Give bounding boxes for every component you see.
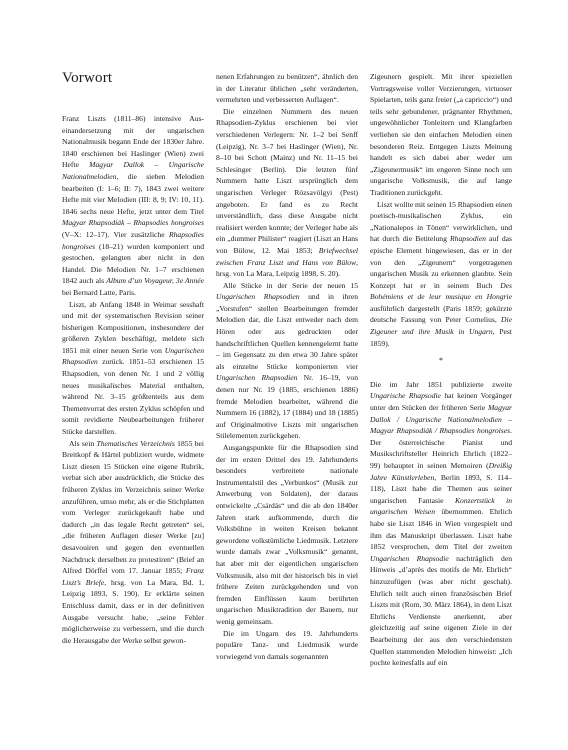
text-run: Liszt wollte mit seinen 15 Rhapsodien einen poetisch-musikalischen Zyklus, ein „Nationalepos in Tönen“ verwirklichen, und hat durch die Betitelung — [370, 199, 512, 244]
paragraph — [370, 379, 512, 669]
text-run: ausführlich dargestellt (Paris 1859; gekürzte deutsche Fassung von Peter Cornelius, — [370, 303, 512, 325]
paragraph — [216, 280, 358, 442]
column-right-bottom — [370, 379, 512, 669]
text-run: zurück. 1851–53 erschienen 15 Rhapsodien, von denen Nr. 1 und 2 völlig neues musikalisches Material enthalten, während Nr. 3–15 größtenteils aus dem Themenvorrat des ersten Zyklus schöpfen und somit revidierte Neubearbeitungen früherer Stücke darstellen. — [62, 357, 204, 437]
italic-text: Ungarischen Rhapsodien — [216, 373, 298, 383]
column-right-top — [370, 71, 512, 349]
italic-text: Rhapsodies hongroises — [62, 229, 204, 251]
text-run: (V–X: 12–17). Vier zusätzliche — [62, 229, 169, 239]
italic-text: Franz Liszt’s Briefe — [62, 566, 204, 587]
text-run: bei Bernard Latte, Paris. — [62, 287, 137, 297]
italic-text: Ungarischen Rhapsodien — [62, 345, 204, 367]
italic-text: Des Bohémiens et de leur musique en Hongrie — [370, 280, 512, 302]
text-run: Die einzelnen Nummern des neuen Rhapsodien-Zyklus erschienen bei vier verschiedenen Verlegern: Nr. 1–2 bei Senff (Leipzig), Nr. 3–7 bei Haslinger (Wien), Nr. 8–10 bei Schott (Mainz) und Nr. 11–15 bei Schlesinger (Berlin). Die letzten fünf Nummern hatte Liszt ursprünglich dem ungarischen Verleger Rózsavölgyi (Pest) angeboten. Er fand es zu Recht unverständlich, dass diese Ausgabe nicht realisiert werden konnte; der Verleger habe als ein „dummer Philister“ reagiert (Liszt an Hans von Bülow, 12. Mai 1853; — [216, 106, 358, 255]
italic-text: Dreißig Jahre Künstlerleben — [370, 461, 512, 482]
paragraph — [370, 71, 512, 199]
italic-text: Ungarischen Rhapsodien — [216, 292, 300, 302]
text-run: . Der österreichische Pianist und Musikschriftsteller Heinrich Ehrlich (1822–99) behauptet in seinen Memoiren ( — [370, 426, 512, 470]
text-run: nenen Erfahrungen zu benützen“, ähnlich den in der Literatur üblichen „sehr veränderten, vermehrten und verbesserten Auflagen“. — [216, 72, 358, 105]
column-right — [370, 71, 512, 669]
paragraph — [216, 628, 358, 663]
text-run: , hrsg. von La Mara, Bd. 1, Leipzig 1893, S. 190). Er erklärte seinen Entschluss damit, dass er in der definitiven Ausgabe versucht habe, „seine Fehler möglicherweise zu verbessern, und die durch die Herausgabe der Werke selbst gewon- — [62, 577, 204, 645]
section-divider-asterisk: * — [439, 356, 443, 366]
text-run: Liszt, ab Anfang 1848 in Weimar sesshaft und mit der systematischen Revision seiner bisherigen Kompositionen, insbesondere der größeren Zyklen beschäftigt, meldete sich 1851 mit einer neuen Serie von — [62, 299, 204, 355]
text-run: Die im Ungarn des 19. Jahrhunderts populäre Tanz- und Liedmusik wurde vorwiegend von damals sogenannten — [216, 628, 358, 661]
italic-text: Magyar Rhapsodiák – Rhapsodies hongroises — [62, 218, 204, 228]
text-run: auf das epische Element hingewiesen, das er in der von den „Zigeunern“ vorgetragenen ungarischen Musik zu erkennen glaubte. Sein Konzept hat er in seinem Buch — [370, 234, 513, 290]
paragraph — [62, 438, 204, 647]
italic-text: Ungarische Rhapsodie — [370, 391, 441, 401]
italic-text: Konzertstück in ungarischen Weisen — [370, 495, 512, 517]
text-run: Franz Liszts (1811–86) intensive Aus-einandersetzung mit der ungarischen Nationalmusik begann Ende der 1830er Jahre. 1840 erschienen bei Haslinger (Wien) zwei Hefte — [62, 114, 204, 170]
italic-text: Briefwechsel zwischen Franz Liszt und Hans von Bülow — [216, 245, 358, 267]
text-run: 1855 bei Breitkopf & Härtel publiziert wurde, widmete Liszt diesen 15 Stücken eine eigene Rubrik, verbat sich aber ausdrücklich, die Stücke des früheren Zyklus im Verzeichnis seiner Werke anzuführen, umso mehr, als er die Stichplatten vom Verleger zurückgekauft habe und dadurch „in das legale Recht getreten“ sei, „die früheren Auflagen dieser Werke [zu] desavouiren und gegen den eventuellen Nachdruck derselben zu protestiren“ (Brief an Alfred Dörffel vom 17. Januar 1855; — [62, 438, 205, 576]
italic-text: Rhapsodien — [450, 234, 486, 244]
paragraph — [62, 299, 204, 438]
italic-text: Magyar Dallok – Ungarische Nationalmelodien — [62, 160, 205, 181]
paragraph — [216, 106, 358, 280]
text-run: Als sein — [69, 438, 97, 448]
text-run: übernommen. Ehrlich habe sie Liszt 1846 in Wien vorgespielt und ihm das Manuskript überlassen. Liszt habe 1852 versprochen, dem Titel der zweiten — [370, 507, 512, 552]
text-run: nachträglich den Hinweis „d’après des motifs de Mr. Ehrlich“ hinzuzufügen (was aber nicht geschah). Ehrlich teilt auch einen französischen Brief Liszts mit (Rom, 30. März 1864), in dem Liszt Ehrlichs Verdienste anerkennt, aber gleichzeitig auf seine eigenen Ziele in der Bearbeitung der aus den verschiedensten Quellen stammenden Melodien hinweist: „Ich pochte keinesfalls auf ein — [370, 553, 513, 668]
text-run: Zigeunern gespielt. Mit ihrer speziellen Vortragsweise voller Verzierungen, virtuoser Spielarten, teils ganz freier („a capriccio“) und teils sehr gebundener, prägnanter Rhythmen, ungewöhnlicher Tonleitern und Klangfarben verliehen sie den einfachen Melodien einen besonderen Reiz. Entgegen Liszts Meinung handelt es sich dabei aber weder um „Zigeunermusik“ im engeren Sinne noch um ungarische Volksmusik, die auf lange Traditionen zurückgeht. — [370, 72, 512, 197]
paragraph — [216, 442, 358, 628]
italic-text: Album d’un Voyageur, 3e Année — [106, 276, 204, 286]
text-run: (18–21) wurden komponiert und gestochen, gelangten aber nicht in den Handel. Die Melodien Nr. 1–7 erschienen 1842 auch als — [62, 241, 204, 286]
text-run: Nr. 16–19, von denen nur Nr. 19 (1885, erschienen 1886) fremde Melodien bearbeitet, während die Nummern 16 (1882), 17 (1884) und 18 (1885) auf Originalmotive Liszts mit ungarischen Stilelementen zurückgehen. — [216, 373, 358, 441]
column-left — [62, 113, 204, 646]
text-run: , hrsg. von La Mara, Leipzig 1898, S. 20). — [216, 257, 358, 279]
paragraph — [370, 199, 512, 350]
text-run: , die sieben Melodien bearbeiten (I: 1–6; II: 7), 1843 zwei weitere Hefte mit vier Melodien (III: 8, 9; IV: 10, 11). 1846 sechs neue Hefte, jetzt unter dem Titel — [62, 171, 204, 216]
text-run: Alle Stücke in der Serie der neuen 15 — [223, 280, 358, 290]
italic-text: Thematisches Verzeichnis — [96, 438, 175, 448]
italic-text: Magyar Dallok / Ungarische Nationalmelodien – Magyar Rhapsodiák / Rhapsodies hongroises — [370, 403, 512, 436]
text-run: , Berlin 1893, S. 114–118), Liszt habe die Themen aus seiner ungarischen Fantasie — [370, 472, 512, 505]
paragraph — [216, 71, 358, 106]
column-middle — [216, 71, 358, 662]
text-run: , Pest 1859). — [370, 327, 512, 348]
text-run: Ausgangspunkte für die Rhapsodien sind der im ersten Drittel des 19. Jahrhunderts besonders verbreitete nationale Instrumentalstil des „Verbunkos“ (Musik zur Anwerbung von Soldaten), der daraus entwickelte „Csárdás“ und die ab den 1840er Jahren stark aufkommende, durch die Volksbühne in weiten Kreisen bekannt gewordene volkstümliche Liedmusik. Letztere wurde damals zwar „Volksmusik“ genannt, hat aber mit der eigentlichen ungarischen Volksmusik, also mit der historisch bis in viel frühere Zeiten zurückgehenden und von fremden Einflüssen kaum berührten ungarischen Musiktradition der Bauern, nur wenig gemeinsam. — [216, 443, 358, 626]
paragraph — [62, 113, 204, 299]
text-run: und in ihren „Vorstufen“ stellen Bearbeitungen fremder Melodien dar, die Liszt entweder nach dem Hören oder aus gedruckten oder handschriftlichen Quellen kennengelernt hatte – im Gegensatz zu den etwa 30 Jahre später als einzelne Stücke komponierten vier — [216, 292, 358, 371]
page-title: Vorwort — [62, 70, 113, 86]
italic-text: Die Zigeuner und ihre Musik in Ungarn — [370, 315, 512, 337]
text-run: Die im Jahr 1851 publizierte zweite — [370, 379, 512, 389]
italic-text: Ungarischen Rhapsodie — [370, 553, 449, 563]
text-run: hat keinen Vorgänger unter den Stücken der früheren Serie — [370, 391, 512, 413]
